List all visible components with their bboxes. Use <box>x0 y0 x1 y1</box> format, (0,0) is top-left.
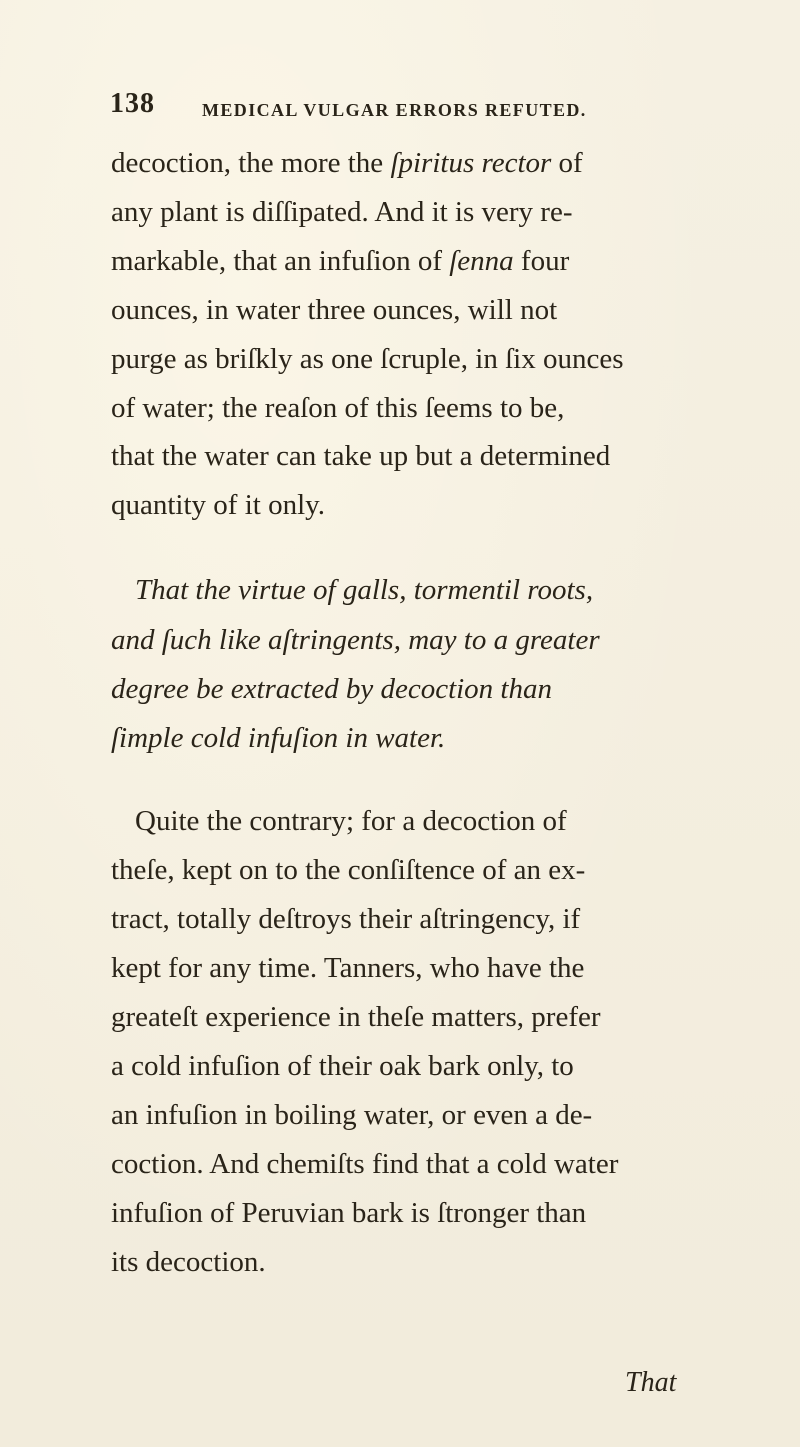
section-heading-line-1: That the virtue of galls, tormentil roots, <box>135 574 594 606</box>
latin-term-spiritus-rector: ſpiritus rector <box>390 147 552 179</box>
page-number: 138 <box>110 88 155 119</box>
catchword: That <box>625 1367 677 1398</box>
paragraph2-line-10: its decoction. <box>111 1246 266 1278</box>
paragraph2-line-5: greateſt experience in theſe matters, prefer <box>111 1001 601 1033</box>
paragraph2-line-9: infuſion of Peruvian bark is ſtronger than <box>111 1197 587 1229</box>
paragraph1-line-5: purge as briſkly as one ſcruple, in ſix ounces <box>111 343 624 375</box>
section-heading-line-2: and ſuch like aſtringents, may to a greater <box>111 624 600 656</box>
paragraph1-line-6: of water; the reaſon of this ſeems to be, <box>111 392 565 424</box>
paragraph1-line-2: any plant is diſſipated. And it is very re- <box>111 196 573 228</box>
paragraph2-line-1: Quite the contrary; for a decoction of <box>135 805 567 837</box>
section-heading-line-4: ſimple cold infuſion in water. <box>111 722 446 754</box>
paragraph2-line-4: kept for any time. Tanners, who have the <box>111 952 585 984</box>
paragraph2-line-8: coction. And chemiſts find that a cold water <box>111 1148 619 1180</box>
paragraph1-line-8: quantity of it only. <box>111 489 325 521</box>
paragraph2-line-7: an infuſion in boiling water, or even a de- <box>111 1099 593 1131</box>
running-head: MEDICAL VULGAR ERRORS REFUTED. <box>202 100 587 120</box>
latin-term-senna: ſenna <box>449 245 514 277</box>
paragraph1-line-3: markable, that an infuſion of ſenna four <box>111 245 570 277</box>
section-heading-line-3: degree be extracted by decoction than <box>111 673 552 705</box>
paragraph2-line-6: a cold infuſion of their oak bark only, to <box>111 1050 574 1082</box>
paragraph1-line-1: decoction, the more the ſpiritus rector of <box>111 147 583 179</box>
paragraph2-line-3: tract, totally deſtroys their aſtringency, if <box>111 903 581 935</box>
paragraph1-line-4: ounces, in water three ounces, will not <box>111 294 558 326</box>
page-header <box>110 88 670 128</box>
paragraph2-line-2: theſe, kept on to the conſiſtence of an ex- <box>111 854 586 886</box>
paragraph1-line-7: that the water can take up but a determined <box>111 440 611 472</box>
